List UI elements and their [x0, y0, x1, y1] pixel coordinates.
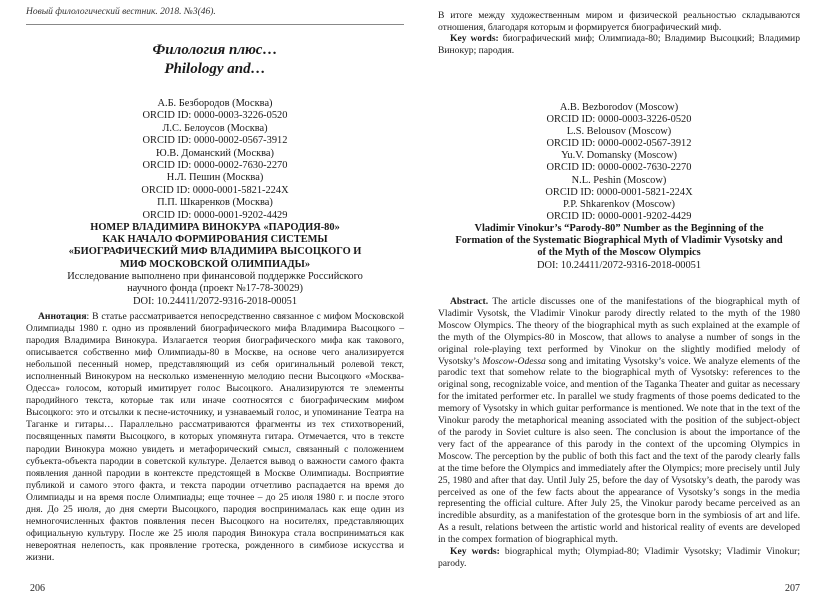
title-line: of the Myth of the Moscow Olympics: [537, 247, 701, 259]
keywords-label: Key words:: [450, 33, 499, 45]
abstract-text: The article discusses one of the manifestations of the biographical myth of Vladimir Vysotsk, the Vladimir Vinokur parody directly related to the myth of the 1980 Moscow Olympics. The theory of the biographical myth as such explained at the example of the myth of the Olympics-80 in Moscow, that allows to analyse a number of songs in the original role-playing text performed by Vinokur on the slightly modified melody of Vysotsky’s: [438, 296, 800, 367]
title-line: Vladimir Vinokur’s “Parody-80” Number as the Beginning of the: [474, 222, 764, 234]
section-title-ru: Филология плюс…: [152, 42, 278, 58]
right-page: [438, 0, 800, 609]
page-number: 207: [785, 583, 800, 594]
left-page: [26, 0, 404, 609]
doi: DOI: 10.24411/2072-9316-2018-00051: [132, 295, 298, 307]
orcid-line: ORCID ID: 0000-0003-3226-0520: [546, 114, 692, 126]
song-title: Moscow-Odessa: [482, 355, 546, 367]
title-line: МИФ МОСКОВСКОЙ ОЛИМПИАДЫ»: [119, 258, 311, 270]
title-line: КАК НАЧАЛО ФОРМИРОВАНИЯ СИСТЕМЫ: [102, 234, 328, 246]
orcid-line: ORCID ID: 0000-0001-9202-4429: [142, 209, 288, 221]
abstract-text: : В статье рассматривается непосредственно связанное с мифом Московской Олимпиады 1980 г. одно из проявлений биографического мифа Владимира Высоцкого – пародия Владимира Винокура. Излагается теория биографического мифа как такового, описывается собственно миф Олимпиады-80 в Москве, на основе чего анализируется небольшой песенный номер, представляющий из себя оригинальный ролевой текст, исполненный Винокуром на несколько измененную мелодию песни Высоцкого «Москва-Одесса» голосом, который имитирует голос Высоцкого. Анализируются те элементы пародийного текста, которые так или иначе соотносятся с биографическим мифом Высоцкого: это и отсылки к песне-источнику, и узнаваемый голос, и упоминание Театра на Таганке и гитары… Параллельно рассматриваются фрагменты из тех стихотворений, посвященных памяти Высоцкого, в которых упомянута гитара. Отмечается, что в тексте пародии Винокура можно увидеть и метафорический смысл, связанный с положением субъекта-объекта пародии в советской культуре. Делается вывод о важности самого факта появления данной пародии в контексте предстоящей в Москве Олимпиады. Восприятие публикой и самого этого факта, и текста пародии отчетливо распадается на время до Олимпиады и на время после Олимпиады; еще точнее – до 25 июля 1980 г. и после этого дня. До 25 июля, до дня смерти Высоцкого, пародия воспринималась как еще один из немногочисленных фактов появления песен Высоцкого на носителях, представляющих официальную культуру. После же 25 июля пародия Винокура стала восприниматься как невероятная нелепость, как проявление гротеска, рожденного в симбиозе искусства и жизни.: [26, 311, 404, 563]
orcid-line: ORCID ID: 0000-0001-9202-4429: [546, 210, 692, 222]
author-line: Н.Л. Пешин (Москва): [166, 172, 264, 184]
author-line: П.П. Шкаренков (Москва): [157, 197, 273, 209]
orcid-line: ORCID ID: 0000-0002-0567-3912: [546, 138, 692, 150]
continuation-text: В итоге между художественным миром и физической реальностью складываются отношения, благодаря которым и формируется биографический миф.: [438, 10, 800, 33]
author-block-ru: [26, 98, 404, 308]
title-line: Formation of the Systematic Biographical Myth of Vladimir Vysotsky and: [455, 235, 783, 247]
orcid-line: ORCID ID: 0000-0001-5821-224X: [141, 184, 289, 196]
article-title-ru: [26, 222, 404, 271]
section-title: [26, 41, 404, 79]
author-line: N.L. Peshin (Moscow): [571, 174, 667, 186]
section-title-en: Philology and…: [164, 61, 266, 77]
author-line: A.B. Bezborodov (Moscow): [559, 102, 679, 113]
title-line: НОМЕР ВЛАДИМИРА ВИНОКУРА «ПАРОДИЯ-80»: [90, 222, 340, 234]
orcid-line: ORCID ID: 0000-0002-7630-2270: [142, 160, 288, 172]
keywords-ru: [438, 33, 800, 56]
article-title-en: [438, 223, 800, 260]
orcid-line: ORCID ID: 0000-0002-0567-3912: [142, 135, 288, 147]
author-line: Ю.В. Доманский (Москва): [156, 147, 274, 159]
running-head: Новый филологический вестник. 2018. №3(46).: [26, 7, 216, 17]
keywords-text: biographical myth; Olympiad-80; Vladimir Vysotsky; Vladimir Vinokur; parody.: [438, 546, 800, 569]
page-number: 206: [30, 583, 45, 594]
header-rule: [26, 24, 404, 25]
abstract-text-cont: song and imitating Vysotsky’s voice. We analyze elements of the parodic text that somehow relate to the biographical myth of Vysotsky: references to the original song, recognizable voice, and mention of the Taganka Theater and guitar as necessary for the imitated performer etc. In parallel we study fragments of those poems dedicated to the memory of Vysotsky in which guitar performance is mentioned. We note that in the text of the Vinokur parody the metaphorical meaning associated with the position of the subject-object of the parody in Soviet culture is also seen. The conclusion is about the importance of the very fact of the appearance of this parody in the context of the upcoming Olympics in Moscow. The perception by the public of both this fact and the text of the parody clearly falls at the time before the Olympics and immediately after the Olympics; more precisely until July 25, 1980 and after that day. Until July 25, before the day of Vysotsky’s death, the parody was perceived as one of the few facts about the appearance of Vysotsky’s songs in the media representing the official culture. After July 25, the Vinokur parody became perceived as an incredible absurdity, as a manifestation of the grotesque born in the symbiosis of art and life. As a result, relations between the artistic world and historical reality of events are developed in the compex formation of biographical myth.: [438, 355, 800, 546]
abstract-ru: [26, 311, 404, 564]
funding-line: научного фонда (проект №17-78-30029): [127, 283, 303, 295]
doi: DOI: 10.24411/2072-9316-2018-00051: [536, 259, 702, 271]
title-line: «БИОГРАФИЧЕСКИЙ МИФ ВЛАДИМИРА ВЫСОЦКОГО И: [68, 246, 362, 258]
author-line: P.P. Shkarenkov (Moscow): [563, 198, 675, 210]
abstract-en: [438, 296, 800, 570]
keywords-en: [438, 546, 800, 570]
author-line: А.Б. Безбородов (Москва): [157, 98, 273, 109]
abstract-label: Аннотация: [38, 311, 87, 322]
author-block-en: [438, 102, 800, 272]
keywords-text: биографический миф; Олимпиада-80; Владимир Высоцкий; Владимир Винокур; пародия.: [438, 33, 800, 56]
author-line: Л.С. Белоусов (Москва): [162, 122, 268, 134]
orcid-line: ORCID ID: 0000-0002-7630-2270: [546, 162, 692, 174]
abstract-continuation-ru: [438, 10, 800, 56]
abstract-label: Abstract.: [450, 296, 489, 307]
keywords-label: Key words:: [450, 546, 500, 558]
orcid-line: ORCID ID: 0000-0001-5821-224X: [545, 186, 693, 198]
author-line: Yu.V. Domansky (Moscow): [561, 150, 677, 162]
orcid-line: ORCID ID: 0000-0003-3226-0520: [142, 110, 288, 122]
abstract-paragraph: [438, 296, 800, 546]
author-line: L.S. Belousov (Moscow): [566, 126, 672, 138]
funding-line: Исследование выполнено при финансовой поддержке Российского: [67, 270, 363, 282]
